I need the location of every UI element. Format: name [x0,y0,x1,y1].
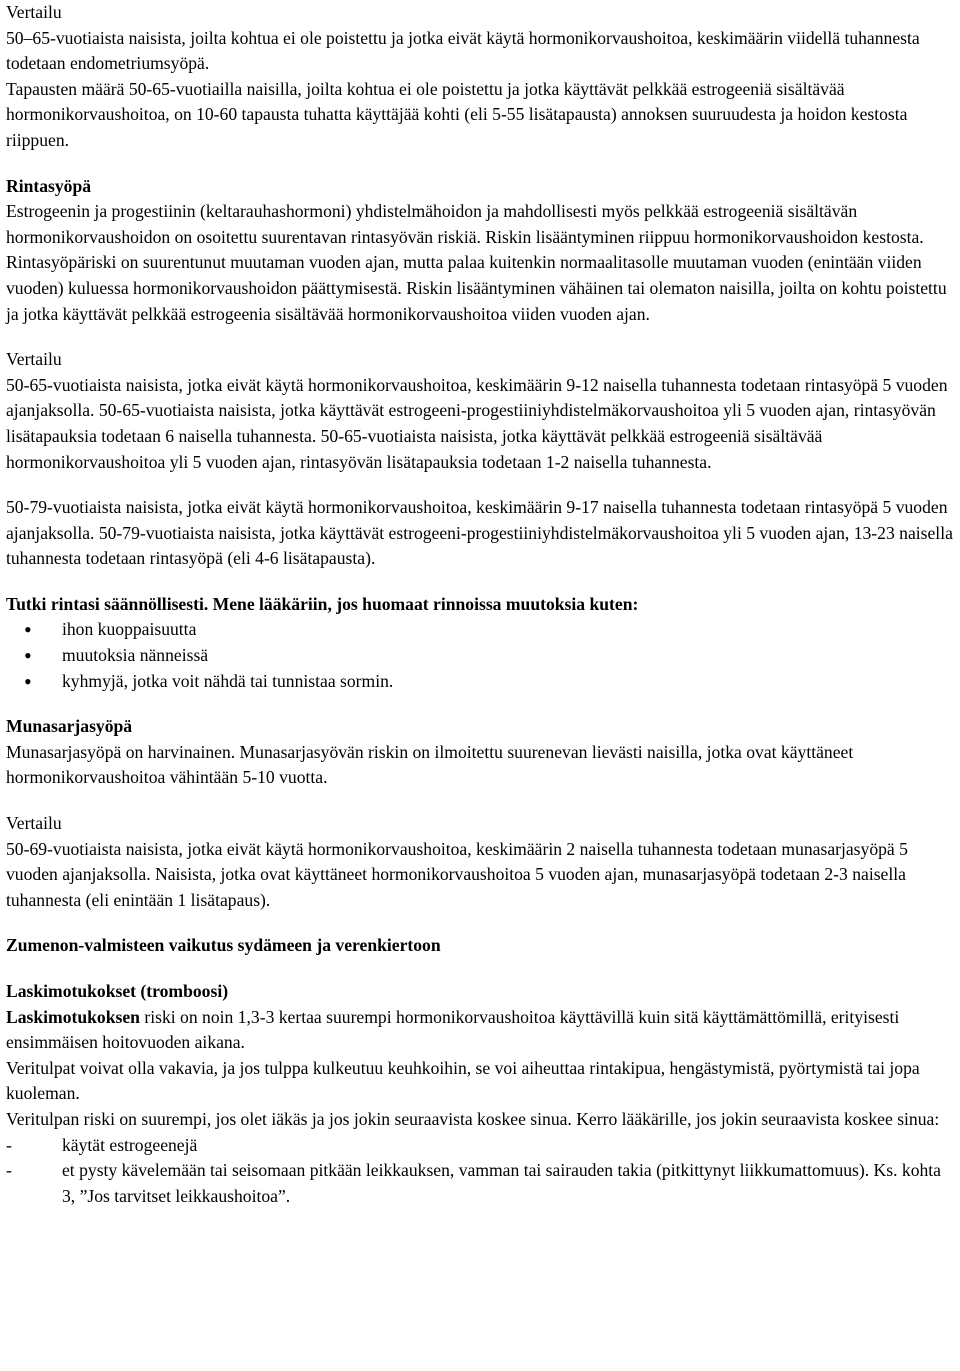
thrombosis-paragraph-3: Veritulpan riski on suurempi, jos olet iäkäs ja jos jokin seuraavista koskee sinua. Kerro lääkärille, jos jokin seuraavista koskee sinua: [6,1108,940,1129]
list-item [6,1133,954,1159]
breast-cancer-section [6,174,954,328]
endometrium-comparison-paragraph-1: 50–65-vuotiaista naisista, joilta kohtua ei ole poistettu ja jotka eivät käytä hormonikorvaushoitoa, keskimäärin viidellä tuhannesta todetaan endometriumsyöpä. [6,27,920,74]
cardio-heading: Zumenon-valmisteen vaikutus sydämeen ja verenkiertoon [6,935,441,956]
list-dash: - [6,1160,12,1181]
list-item: • kyhmyjä, jotka voit nähdä tai tunnistaa sormin. [6,669,954,695]
list-item: • muutoksia nänneissä [6,643,954,669]
cardio-section [6,933,954,959]
ovarian-cancer-heading: Munasarjasyöpä [6,716,133,737]
thrombosis-paragraph-1 [6,1005,954,1056]
breast-comparison-paragraph-1: 50-65-vuotiaista naisista, jotka eivät käytä hormonikorvaushoitoa, keskimäärin 9-12 naisella tuhannesta todetaan rintasyöpä 5 vuoden ajanjaksolla. 50-65-vuotiaista naisista, jotka käyttävät estrogeeni-progestiiniyhdistelmäkorvaushoitoa yli 5 vuoden ajan, rintasyövän lisätapauksia todetaan 6 naisella tuhannesta. 50-65-vuotiaista naisista, jotka käyttävät pelkkää estrogeeniä sisältävää hormonikorvaushoitoa yli 5 vuoden ajan, rintasyövän lisätapauksia todetaan 1-2 naisella tuhannesta. [6,374,948,472]
endometrium-comparison-paragraph-2: Tapausten määrä 50-65-vuotiailla naisilla, joilta kohtua ei ole poistettu ja jotka käyttävät pelkkää estrogeeniä sisältävää hormonikorvaushoitoa, on 10-60 tapausta tuhatta käyttäjää kohti (eli 5-55 lisätapausta) annoksen suuruudesta ja hoidon kestosta riippuen. [6,78,908,150]
list-item: • ihon kuoppaisuutta [6,617,954,643]
breast-check-heading: Tutki rintasi säännöllisesti. Mene lääkäriin, jos huomaat rinnoissa muutoksia kuten: [6,593,639,614]
thrombosis-paragraph-1-rest: riski on noin 1,3-3 kertaa suurempi hormonikorvaushoitoa käyttävillä kuin sitä käyttämättömillä, erityisesti ensimmäisen hoitovuoden aikana. [6,1006,900,1053]
thrombosis-term: Laskimotukoksen [6,1006,140,1027]
breast-cancer-paragraph: Estrogeenin ja progestiinin (keltarauhashormoni) yhdistelmähoidon ja mahdollisesti myös pelkkää estrogeeniä sisältävän hormonikorvaushoidon on osoitettu suurentavan rintasyövän riskiä. Riskin lisääntyminen riippuu hormonikorvaushoidon kestosta. Rintasyöpäriski on suurentunut muutaman vuoden ajan, mutta palaa kuitenkin normaalitasolle muutaman vuoden (enintään viiden vuoden) kuluessa hormonikorvaushoidon päättymisestä. Riskin lisääntyminen vähäinen tai olematon naisilla, joilta on kohtu poistettu ja jotka käyttävät pelkkää estrogeenia sisältävää hormonikorvaushoitoa viiden vuoden ajan. [6,201,947,324]
ovarian-comparison-paragraph: 50-69-vuotiaista naisista, jotka eivät käytä hormonikorvaushoitoa, keskimäärin 2 naisella tuhannesta todetaan munasarjasyöpä 5 vuoden ajanjaksolla. Naisista, jotka ovat käyttäneet hormonikorvaushoitoa 5 vuoden ajan, munasarjasyöpä todetaan 2-3 naisella tuhannesta (eli enintään 1 lisätapaus). [6,838,908,910]
ovarian-comparison-section [6,811,954,913]
ovarian-cancer-section [6,714,954,791]
thrombosis-heading: Laskimotukokset (tromboosi) [6,981,229,1001]
list-item-text: käytät estrogeenejä [62,1134,198,1155]
breast-comparison-paragraph-2: 50-79-vuotiaista naisista, jotka eivät käytä hormonikorvaushoitoa, keskimäärin 9-17 naisella tuhannesta todetaan rintasyöpä 5 vuoden ajanjaksolla. 50-79-vuotiaista naisista, jotka käyttävät estrogeeni-progestiiniyhdistelmäkorvaushoitoa yli 5 vuoden ajan, 13-23 naisella tuhannesta todetaan rintasyöpä (eli 4-6 lisätapausta). [6,497,953,569]
breast-comparison-section [6,347,954,572]
breast-cancer-heading: Rintasyöpä [6,175,92,196]
list-item [6,1158,954,1209]
comparison-label: Vertailu [6,349,62,370]
list-item-text: et pysty kävelemään tai seisomaan pitkään leikkauksen, vamman tai sairauden takia (pitkittynyt liikkumattomuus). Ks. kohta 3, ”Jos tarvitset leikkaushoitoa”. [62,1160,941,1206]
thrombosis-section [6,979,954,1209]
thrombosis-paragraph-2: Veritulpat voivat olla vakavia, ja jos tulppa kulkeutuu keuhkoihin, se voi aiheuttaa rintakipua, hengästymistä, pyörtymistä tai jopa kuoleman. [6,1057,920,1104]
comparison-label: Vertailu [6,813,62,834]
risk-factor-list [6,1133,954,1210]
endometrium-comparison-section [6,0,954,154]
comparison-label: Vertailu [6,2,62,22]
breast-check-list [6,617,954,694]
list-dash: - [6,1134,12,1155]
ovarian-cancer-paragraph: Munasarjasyöpä on harvinainen. Munasarjasyövän riskin on ilmoitettu suurenevan lievästi naisilla, jotka ovat käyttäneet hormonikorvaushoitoa vähintään 5-10 vuotta. [6,741,854,788]
breast-check-section [6,592,954,694]
